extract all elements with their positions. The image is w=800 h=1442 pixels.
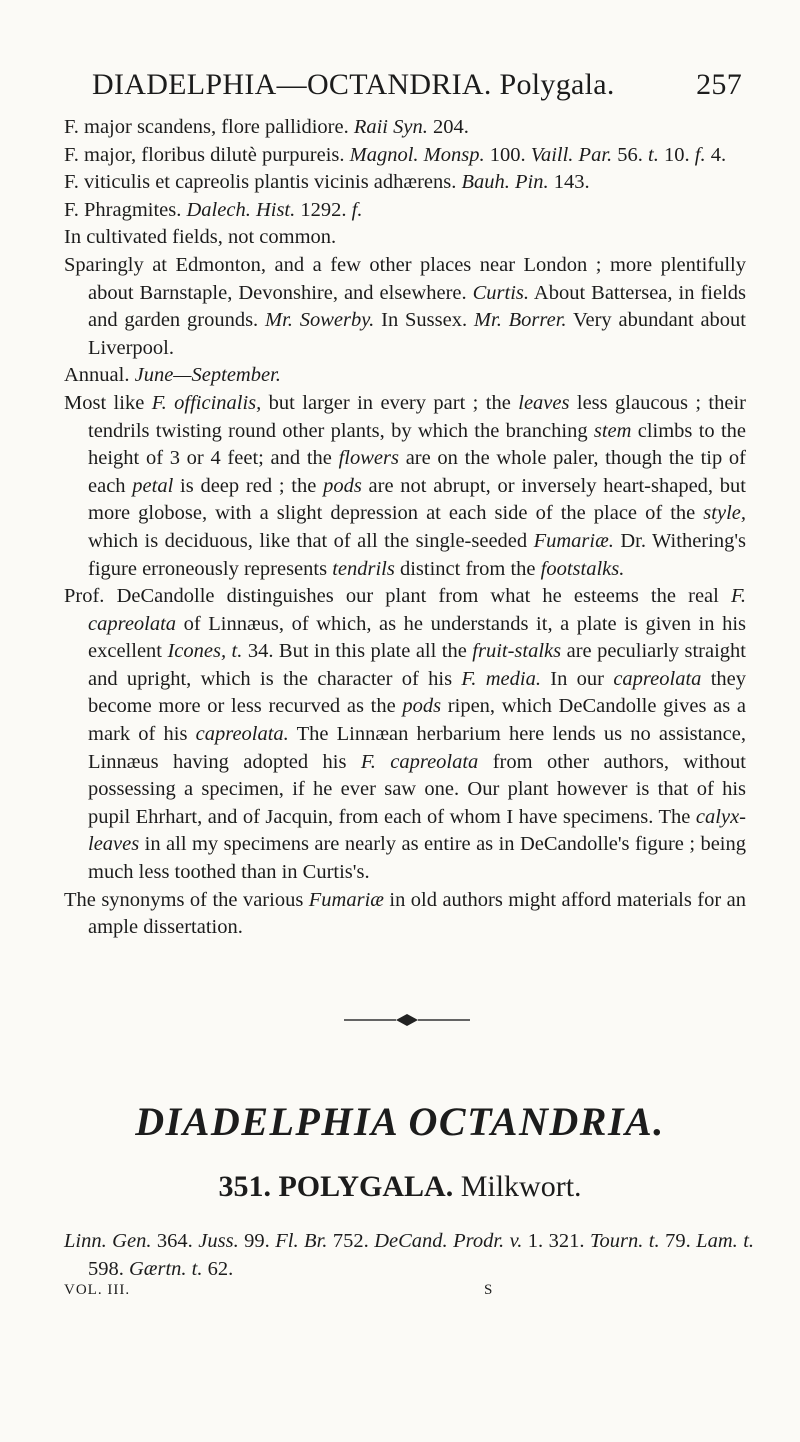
paragraph-run: are on the whole paler, though the tip of each: [88, 447, 746, 497]
synonym-run: F. major scandens, flore pallidiore.: [64, 116, 354, 138]
paragraph-run: climbs to the height of 3 or 4 feet; and the: [88, 419, 746, 470]
reference-run: 1. 321.: [522, 1230, 590, 1252]
paragraph-run: Annual.: [64, 364, 135, 387]
paragraph-run: Dr. Withering's figure erroneously represents: [88, 529, 746, 580]
paragraph-run: In Sussex.: [374, 309, 474, 332]
paragraph-italic-run: flowers: [338, 447, 399, 470]
paragraph-italic-run: pods: [323, 474, 362, 497]
paragraph-run: they become more or less recurved as the: [88, 667, 747, 718]
page-number: 257: [696, 68, 742, 101]
paragraph-italic-run: Mr. Sowerby.: [265, 309, 375, 332]
paragraph-italic-run: petal: [132, 474, 174, 497]
divider-diamond: [396, 1014, 418, 1026]
reference-italic-run: Juss.: [198, 1230, 239, 1252]
synonym-run: F. Phragmites.: [64, 198, 187, 221]
paragraph-italic-run: F. capreolata: [360, 750, 479, 773]
body-paragraph: [64, 224, 746, 252]
paragraph-run: 34. But in this plate all the: [242, 640, 473, 663]
paragraph-run: The synonyms of the various: [64, 888, 309, 911]
paragraph-run: which is deciduous, like that of all the single-seeded: [88, 529, 534, 552]
paragraph-run: Very abundant about Liverpool.: [88, 309, 746, 359]
synonym-run: 143.: [548, 171, 590, 194]
paragraph-italic-run: Mr. Borrer.: [473, 309, 567, 332]
synonym-run: 100.: [484, 143, 531, 166]
section-title: DIADELPHIA OCTANDRIA.: [135, 1099, 665, 1144]
paragraph-italic-run: Fumariæ: [308, 888, 384, 911]
genus-name: POLYGALA.: [278, 1170, 454, 1203]
synonym-italic-run: Dalech. Hist.: [186, 198, 296, 221]
synonym-run: 10.: [658, 143, 695, 166]
synonym-entry: [64, 197, 746, 225]
paragraph-italic-run: stem: [593, 419, 632, 442]
genus-common-name: Milkwort.: [460, 1170, 582, 1203]
running-head-title: DIADELPHIA—OCTANDRIA. Polygala.: [92, 68, 615, 101]
body-paragraph: [64, 390, 746, 583]
paragraph-run: is deep red ; the: [173, 474, 324, 497]
reference-line: [64, 1228, 754, 1283]
synonym-run: 1292.: [295, 198, 352, 221]
paragraph-italic-run: F. capreolata: [88, 585, 746, 635]
genus-number: 351.: [218, 1170, 271, 1203]
paragraph-italic-run: Fumariæ.: [533, 529, 614, 552]
synonym-run: F. major, floribus dilutè purpureis.: [64, 143, 350, 166]
synonym-italic-run: Magnol. Monsp.: [349, 143, 485, 166]
paragraph-italic-run: F. officinalis,: [151, 391, 262, 414]
volume-label: VOL. III.: [64, 1282, 131, 1298]
paragraph-run: In cultivated fields, not common.: [64, 226, 337, 249]
running-head: [92, 68, 742, 102]
page-signature: [64, 1282, 754, 1299]
paragraph-italic-run: pods: [402, 695, 442, 718]
paragraph-italic-run: June—September.: [134, 364, 281, 387]
signature-mark: S: [484, 1282, 494, 1298]
reference-run: 62.: [202, 1257, 234, 1280]
synonym-italic-run: Raii Syn.: [353, 116, 428, 138]
synonym-italic-run: Bauh. Pin.: [461, 171, 549, 194]
reference-run: 364.: [151, 1230, 199, 1252]
paragraph-italic-run: leaves: [518, 391, 570, 414]
reference-run: 598.: [88, 1257, 129, 1280]
paragraph-italic-run: capreolata: [613, 667, 702, 690]
paragraph-italic-run: style,: [703, 502, 746, 525]
synonym-run: 204.: [427, 116, 469, 138]
paragraph-italic-run: footstalks.: [540, 557, 625, 580]
reference-italic-run: DeCand. Prodr. v.: [374, 1230, 523, 1252]
paragraph-run: Prof. DeCandolle distinguishes our plant from what he esteems the real: [64, 585, 731, 608]
synonym-italic-run: f.: [351, 198, 363, 221]
paragraph-run: Most like: [64, 391, 152, 414]
reference-italic-run: Gærtn. t.: [129, 1257, 203, 1280]
paragraph-italic-run: calyx-leaves: [88, 805, 746, 856]
paragraph-run: are peculiarly straight and upright, which is the character of his: [88, 640, 746, 690]
body-paragraph: [64, 252, 746, 362]
body-paragraph: [64, 362, 746, 390]
synonym-entry: [64, 169, 746, 197]
reference-italic-run: Fl. Br.: [275, 1230, 328, 1252]
paragraph-run: About Battersea, in fields and garden grounds.: [88, 281, 747, 332]
paragraph-run: in all my specimens are nearly as entire as in DeCandolle's figure ; being much less toothed than in Curtis's.: [88, 833, 746, 884]
synonym-list: [64, 114, 746, 224]
reference-run: 752.: [327, 1230, 375, 1252]
paragraph-italic-run: F. media.: [461, 667, 541, 690]
paragraph-run: of Linnæus, of which, as he understands it, a plate is given in his excellent: [88, 612, 746, 663]
reference-italic-run: Tourn. t.: [589, 1230, 660, 1252]
paragraph-italic-run: Curtis.: [472, 281, 530, 304]
body-paragraph: [64, 887, 746, 942]
paragraph-run: but larger in every part ; the: [261, 391, 519, 414]
reference-run: 99.: [238, 1230, 276, 1252]
synonym-entry: [64, 142, 746, 170]
synonym-italic-run: f.: [694, 143, 706, 166]
paragraph-run: less glaucous ; their tendrils twisting round other plants, by which the branching: [88, 391, 747, 442]
synonym-run: 4.: [705, 143, 727, 166]
paragraph-run: distinct from the: [394, 557, 541, 580]
paragraph-run: from other authors, without possessing a specimen, if he ever saw one. Our plant however is that of his pupil Ehrhart, and of Jacquin, from each of whom I have specimens. The: [88, 750, 747, 828]
paragraph-run: Sparingly at Edmonton, and a few other places near London ; more plentifully about Barnstaple, Devonshire, and elsewhere.: [64, 253, 746, 304]
genus-heading: [0, 1170, 800, 1204]
paragraph-italic-run: fruit-stalks: [472, 640, 562, 663]
genus-references: [64, 1228, 754, 1283]
paragraph-run: In our: [540, 667, 614, 690]
paragraph-run: The Linnæan herbarium here lends us no assistance, Linnæus having adopted his: [88, 723, 746, 773]
paragraph-italic-run: tendrils: [332, 557, 395, 580]
section-divider-ornament: [344, 1014, 470, 1026]
paragraph-italic-run: Icones, t.: [167, 640, 243, 663]
paragraph-list: [64, 224, 746, 941]
body-text: [64, 114, 746, 942]
paragraph-run: in old authors might afford materials for an ample dissertation.: [88, 888, 746, 939]
synonym-italic-run: t.: [648, 143, 659, 166]
synonym-entry: [64, 114, 746, 142]
paragraph-run: are not abrupt, or inversely heart-shaped, but more globose, with a slight depression at each side of the place of the: [88, 474, 746, 525]
synonym-run: F. viticulis et capreolis plantis vicinis adhærens.: [64, 171, 462, 194]
paragraph-run: ripen, which DeCandolle gives as a mark of his: [88, 695, 746, 746]
paragraph-italic-run: capreolata.: [195, 723, 289, 746]
synonym-italic-run: Vaill. Par.: [530, 143, 613, 166]
body-paragraph: [64, 583, 746, 887]
reference-italic-run: Linn. Gen.: [64, 1230, 152, 1252]
reference-run: 79.: [659, 1230, 697, 1252]
reference-italic-run: Lam. t.: [696, 1230, 755, 1252]
synonym-run: 56.: [612, 143, 649, 166]
